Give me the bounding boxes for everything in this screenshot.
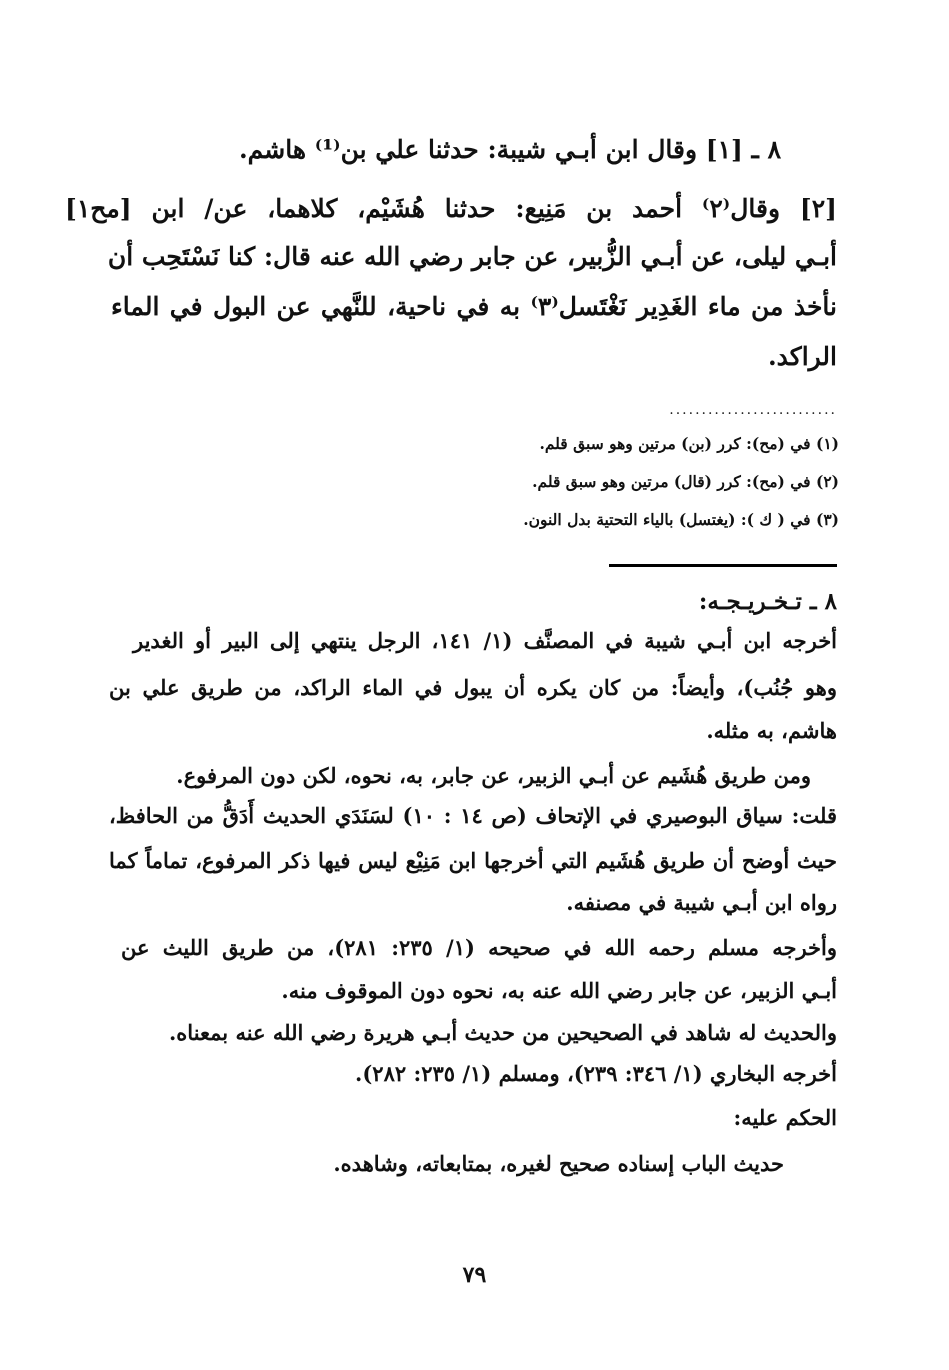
ruling-text: حديث الباب إسناده صحيح لغيره، بمتابعاته، وشاهده. <box>333 1151 784 1176</box>
hadith-line-2: [٢] وقال⁽٢⁾ أحمد بن مَنِيع: حدثنا هُشَيْم، كلاهما، عن/ ابن [مح١] <box>65 194 837 223</box>
takhrij-line-3: هاشم، به مثله. <box>706 718 837 743</box>
takhrij-line-11: أخرجه البخاري (١/ ٣٤٦: ٢٣٩)، ومسلم (١/ ٢٣٥: ٢٨٢). <box>355 1061 837 1086</box>
footnote-3: (٣) في ( ك ): (يغتسل) بالياء التحتية بدل النون. <box>523 510 839 529</box>
takhrij-line-2: وهو جُنُب)، وأيضاً: من كان يكره أن يبول في الماء الراكد، من طريق علي بن <box>109 675 837 700</box>
takhrij-line-7: رواه ابن أبـي شيبة في مصنفه. <box>566 890 837 915</box>
footnote-separator: .......................... <box>669 402 837 418</box>
takhrij-line-1: أخرجه ابن أبـي شيبة في المصنَّف (١/ ١٤١، الرجل ينتهي إلى البير أو الغدير <box>133 628 838 653</box>
footnote-2: (٢) في (مح): كرر (قال) مرتين وهو سبق قلم. <box>532 472 839 491</box>
takhrij-line-8: وأخرجه مسلم رحمه الله في صحيحه (١/ ٢٣٥: ٢٨١)، من طريق الليث عن <box>121 935 837 960</box>
section-divider <box>609 564 837 567</box>
hadith-heading-line: ٨ ـ [١] وقال ابن أبـي شيبة: حدثنا علي بن⁽¹⁾ هاشم. <box>238 135 781 164</box>
takhrij-line-6: حيث أوضح أن طريق هُشَيم التي أخرجها ابن مَنِيْع ليس فيها ذكر المرفوع، تماماً كما <box>109 848 837 873</box>
takhrij-line-9: أبـي الزبير، عن جابر رضي الله عنه به، نحوه دون الموقوف منه. <box>281 978 837 1003</box>
takhrij-line-5: قلت: سياق البوصيري في الإتحاف (ص ١٤ : ١٠) لسَنَدَي الحديث أَدَقُّ من الحافظ، <box>109 803 837 828</box>
hadith-line-5: الراكد. <box>767 342 837 371</box>
hadith-line-3: أبـي ليلى، عن أبـي الزُّبير، عن جابر رضي الله عنه قال: كنا نَسْتَحِب أن <box>107 242 837 271</box>
takhrij-line-10: والحديث له شاهد في الصحيحين من حديث أبـي هريرة رضي الله عنه بمعناه. <box>168 1020 837 1045</box>
takhrij-line-4: ومن طريق هُشَيم عن أبـي الزبير، عن جابر، به، نحوه، لكن دون المرفوع. <box>176 763 811 788</box>
ruling-heading: الحكم عليه: <box>733 1105 837 1130</box>
footnote-1: (١) في (مح): كرر (بن) مرتين وهو سبق قلم. <box>539 434 839 453</box>
takhrij-heading: ٨ ـ تـخـريـجـه: <box>698 588 837 615</box>
page-number: ٧٩ <box>462 1262 487 1288</box>
hadith-line-4: نأخذ من ماء الغَدِير نَغْتَسل⁽٣⁾ به في ناحية، للنَّهي عن البول في الماء <box>111 292 837 321</box>
